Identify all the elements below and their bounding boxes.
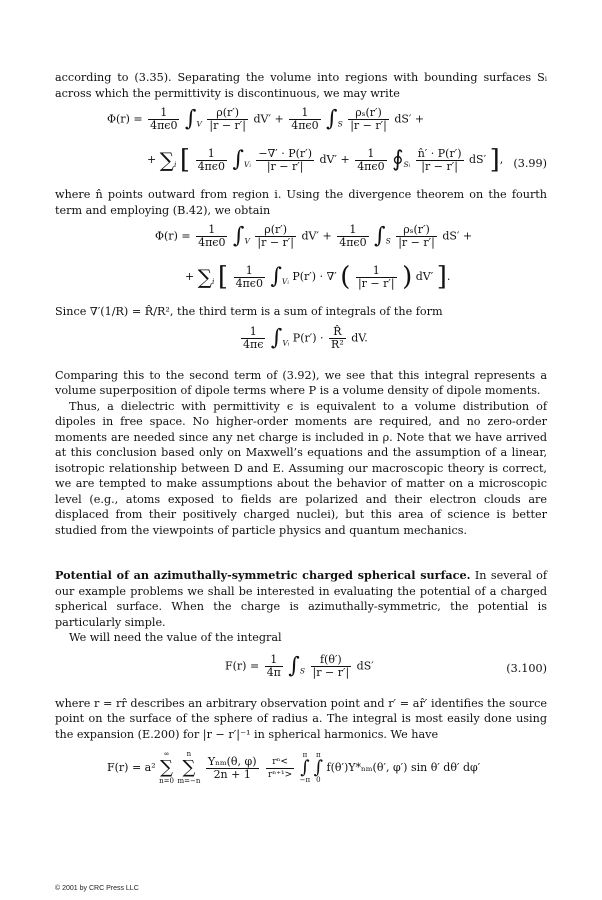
eq399-t4-den: 4πϵ0 [357,159,385,173]
copyright-footer: © 2001 by CRC Press LLC [55,885,139,892]
paragraph-5: Thus, a dielectric with permittivity ϵ is equivalent to a volume distribution of dipoles in free space. No higher-order moments are required, and no zero-order moments are needed since any net charge is included in ρ. Note that we have arrived at this conclusion based only on Maxwell’s equations and the assumption of a linear, isotropic relationship between D and E. Assuming our macroscopic theory is correct, we are tempted to make assumptions about the behavior of matter on a microscopic level (e.g., atoms exposed to fields are polarized and their electron clouds are displaced from their positively charged nuclei), but this area of science is better studied from the viewpoints of particle physics and quantum mechanics. [55,399,547,537]
int2-bot: 0 [316,776,321,784]
equation-3-99 [55,101,547,187]
equation-spherical-expansion [55,742,547,792]
equation-dipole-integral [55,320,547,368]
eqlast-f1-num: Yₙₘ(θ, φ) [207,754,257,768]
sum-icon: ∑ [182,757,196,778]
paragraph-7: We will need the value of the integral [69,631,282,644]
eq399-d2: dS′ + [394,112,425,126]
eqlast-rest: f(θ′)Y*ₙₘ(θ′, φ′) sin θ′ dθ′ dφ′ [326,761,481,774]
paragraph-section [55,568,547,630]
eqb-t2-den: 4πϵ0 [339,236,367,249]
eqlast-f2-num: rⁿ< [266,756,294,769]
eqb-i3-sub: Vᵢ [281,277,289,286]
eqb-t1-den: 4πϵ0 [198,236,226,249]
eqb-t3-den: 4πϵ0 [235,276,263,290]
eqb-d3: dV′ [415,270,434,283]
sum-icon: ∑ [159,148,174,172]
eq399-lhs: Φ(r) = [107,112,143,126]
eqc-f-den: R² [331,337,344,351]
integral-icon: ∫ [270,264,282,289]
eq3100-i-sub: S [299,666,306,675]
eq399-d4: dS′ [469,153,487,166]
int1-bot: −π [299,776,311,784]
integral-icon: ∫ [232,147,244,172]
eq399-d1: dV′ + [253,112,284,126]
eq3100-lhs: F(r) = [225,659,260,672]
paragraph-3: Since ∇′(1/R) = R̂/R², the third term is a sum of integrals of the form [55,305,443,318]
eqb-sum-sub: i [212,277,215,286]
eqb-t1-num: 1 [196,224,227,237]
left-bracket-icon: [ [217,262,229,292]
eqb-f2-den: |r − r′| [398,236,435,249]
paragraph-8: where r = rr̂ describes an arbitrary observation point and r′ = ar̂′ identifies the source point on the surface of the sphere of radius a. The integral is most easily done using the expansion (E.200) for |r − r′|⁻¹ in spherical harmonics. We have [55,696,547,741]
eq399-f4-num: n̂′ · P(r′) [417,146,462,160]
eqb-t2-num: 1 [337,224,368,237]
eqb-d2: dS′ + [442,229,473,243]
int2-top: π [316,751,321,759]
eq3100-t-den: 4π [266,665,281,679]
eqlast-f2-den: rⁿ⁺¹> [268,769,293,780]
eq399-f1-num: ρ(r′) [207,107,248,120]
integral-icon: ∫ [232,223,245,249]
equation-number: (3.100) [506,661,547,675]
eqb-f2-num: ρₛ(r′) [396,224,437,237]
eq399-t3-den: 4πϵ0 [197,159,225,173]
eq3100-t-num: 1 [265,654,283,667]
eqb-f1-num: ρ(r′) [255,224,296,237]
eqb-i1-sub: V [244,236,250,246]
section-title: Potential of an azimuthally-symmetric charged spherical surface. [55,568,471,582]
eqb-d1: dV′ + [301,229,332,243]
sum2-top: n [186,750,192,758]
eq399-t1-den: 4πϵ0 [150,119,178,132]
eq399-tail: , [499,153,504,166]
eq399-t4-num: 1 [355,148,386,161]
eqb-f3-den: |r − r′| [357,276,395,290]
eqb-i2-sub: S [385,236,391,246]
eq399-f3-den: |r − r′| [266,159,304,173]
eq3100-f-num: f(θ′) [311,654,352,667]
equation-3-100 [55,646,547,696]
eqb-tail: . [446,270,451,283]
eq399-i4-sub: Sᵢ [403,160,411,169]
sum-icon: ∑ [160,757,173,778]
eq399-i1-sub: V [196,119,202,129]
integral-icon: ∫ [288,653,300,678]
eqc-mid: P(r′) · [292,331,324,344]
sum2-bot: m=−n [177,777,201,785]
eq399-t2-den: 4πϵ0 [291,119,319,132]
eqb-plus: + [185,270,195,283]
eq3100-d: dS′ [356,659,374,672]
integral-icon: ∫ [184,106,197,132]
eq399-t1-num: 1 [148,107,179,120]
eqc-t-den: 4πϵ [243,337,264,351]
paragraph-1: according to (3.35). Separating the volume into regions with bounding surfaces Sᵢ across which the permittivity is discontinuous, we may write [55,71,547,100]
eqc-d: dV. [351,331,368,344]
eq399-f2-num: ρₛ(r′) [348,107,389,120]
sum1-bot: n=0 [159,777,174,785]
integral-icon: ∫ [300,757,310,778]
eq399-f1-den: |r − r′| [209,119,246,132]
eq399-sum-sub: i [174,160,177,169]
eq399-d3: dV′ + [319,153,350,166]
eqb-lhs: Φ(r) = [155,229,191,243]
integral-icon: ∫ [326,106,338,132]
contour-integral-icon: ∮ [392,147,404,172]
sum-icon: ∑ [197,265,212,289]
eq399-plus: + [147,153,157,166]
eq399-t3-num: 1 [196,148,227,161]
eqlast-f1-den: 2n + 1 [213,767,251,781]
paragraph-4: Comparing this to the second term of (3.92), we see that this integral represents a volume superposition of dipole terms where P is a volume density of dipole moments. [55,368,547,397]
eq399-i3-sub: Vᵢ [243,160,251,169]
integral-icon: ∫ [270,325,283,350]
eq399-f2-den: |r − r′| [350,119,387,132]
eq399-t2-num: 1 [289,107,320,120]
eqc-f-num: R̂ [329,326,346,339]
page-body [55,70,547,792]
eqb-mid: P(r′) · ∇′ [292,270,337,283]
integral-icon: ∫ [313,757,324,778]
right-bracket-icon: ] [436,262,447,292]
left-bracket-icon: [ [179,145,191,175]
eqb-t3-num: 1 [234,265,265,278]
eqb-f1-den: |r − r′| [257,236,294,249]
equation-number: (3.99) [513,157,547,170]
eqlast-lhs: F(r) = a² [107,761,156,774]
integral-icon: ∫ [374,223,386,249]
eqc-t-num: 1 [241,326,265,339]
section-intro: In several of our example problems we shall be interested in evaluating the potential of a charged spherical surface. When the charge is azimuthally-symmetric, the potential is particularly simple. [55,569,547,629]
eqc-i-sub: Vᵢ [282,338,290,347]
int1-top: π [302,751,308,759]
eqb-f3-num: 1 [356,265,397,278]
eq399-f3-num: −∇′ · P(r′) [258,146,312,160]
sum1-top: ∞ [163,750,170,758]
eq399-i2-sub: S [337,119,343,129]
eq399-f4-den: |r − r′| [421,159,458,173]
left-paren-icon: ( [340,262,351,292]
equation-divergence [55,218,547,304]
eq3100-f-den: |r − r′| [312,665,350,679]
right-paren-icon: ) [402,262,413,292]
paragraph-2: where n̂ points outward from region i. Using the divergence theorem on the fourth term and employing (B.42), we obtain [55,188,547,217]
right-bracket-icon: ] [489,145,500,175]
